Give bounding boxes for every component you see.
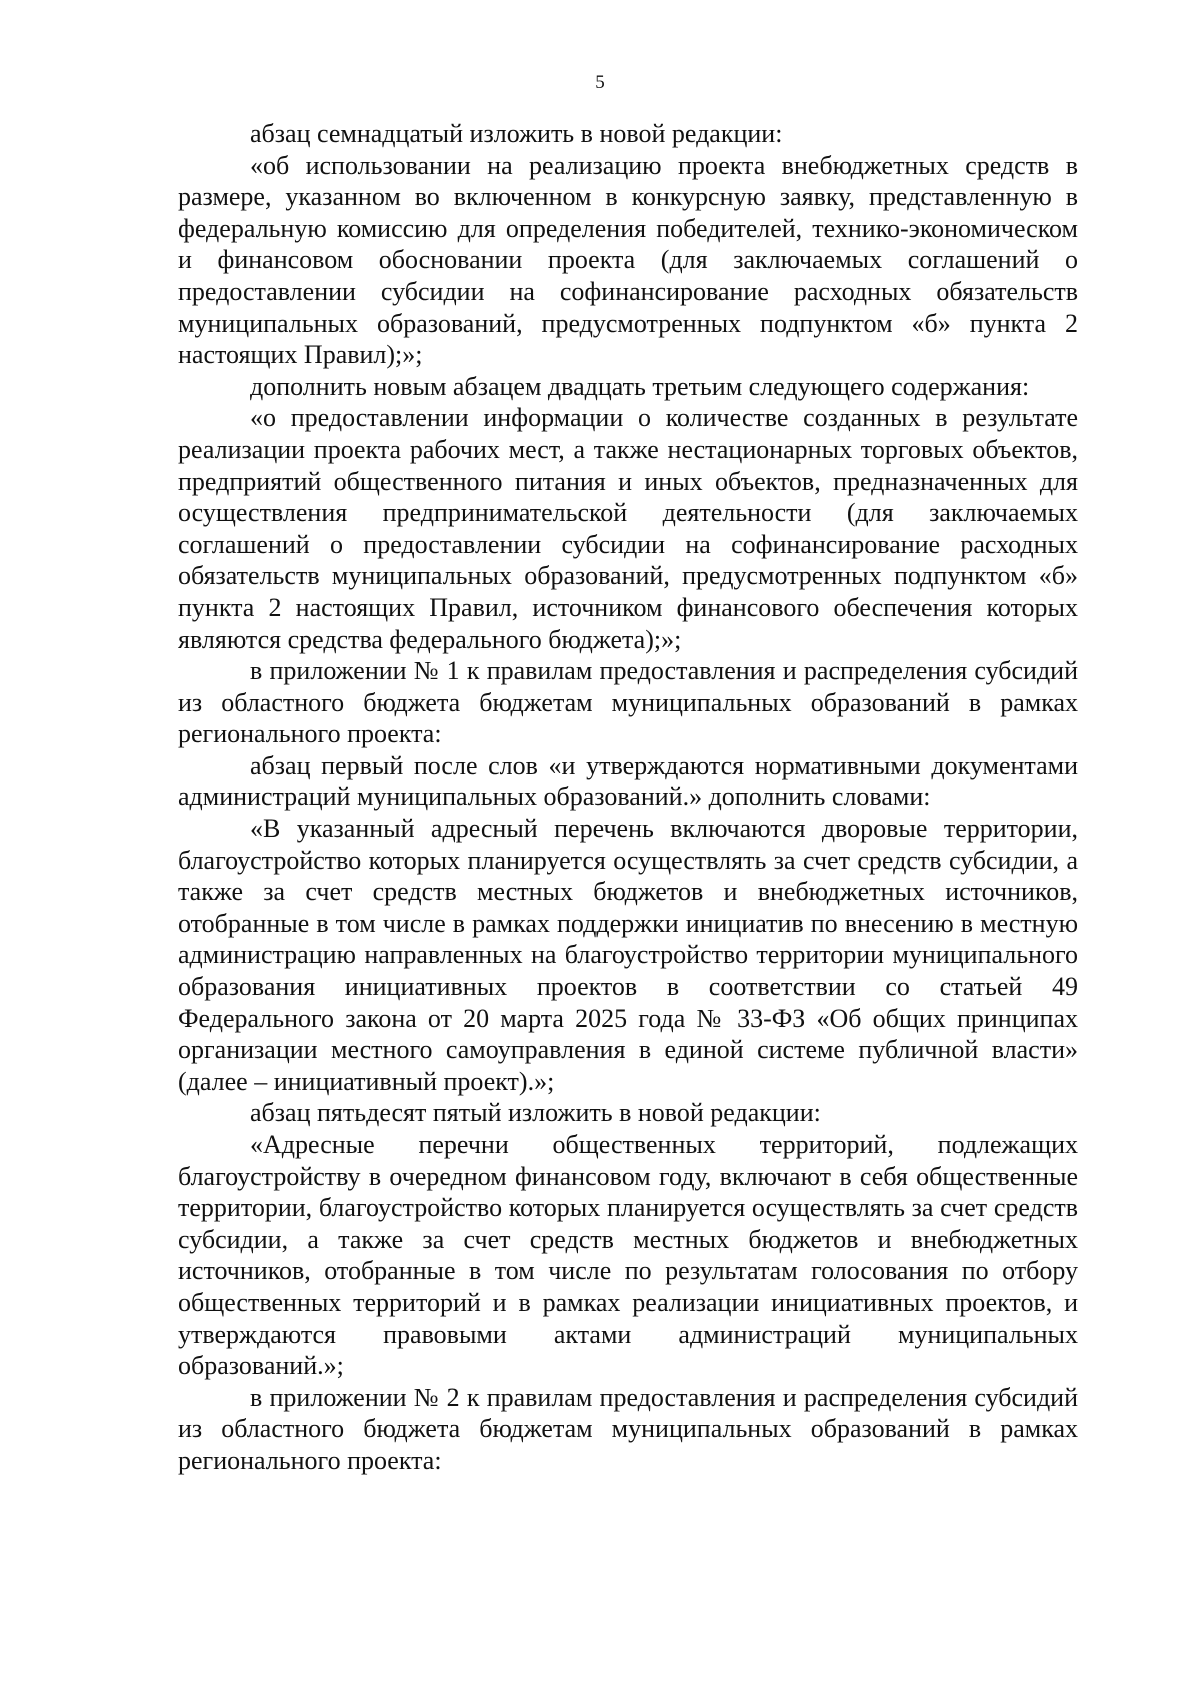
- paragraph-1: абзац семнадцатый изложить в новой редакции:: [250, 119, 783, 148]
- paragraph-10: в приложении № 2 к правилам предоставления и распределения субсидий из областного бюджета бюджетам муниципальных образований в рамках регионального проекта:: [178, 1382, 1078, 1475]
- paragraph-6: абзац первый после слов «и утверждаются нормативными документами администраций муниципальных образований.» дополнить словами:: [178, 750, 1078, 812]
- paragraph-2: «об использовании на реализацию проекта внебюджетных средств в размере, указанном во включенном в конкурсную заявку, представленную в федеральную комиссию для определения победителей, технико-экономическом и финансовом обосновании проекта (для заключаемых соглашений о предоставлении субсидии на софинансирование расходных обязательств муниципальных образований, предусмотренных подпунктом «б» пункта 2 настоящих Правил);»;: [178, 150, 1078, 370]
- paragraph-3: дополнить новым абзацем двадцать третьим следующего содержания:: [250, 371, 1030, 401]
- paragraph-5: в приложении № 1 к правилам предоставления и распределения субсидий из областного бюджета бюджетам муниципальных образований в рамках регионального проекта:: [178, 656, 1078, 749]
- paragraph-9: «Адресные перечни общественных территорий, подлежащих благоустройству в очередном финансовом году, включают в себя общественные территории, благоустройство которых планируется осуществлять за счет средств субсидии, а также за счет средств местных бюджетов и внебюджетных источников, отобранные в том числе по результатам голосования по отбору общественных территорий и в рамках реализации инициативных проектов, и утверждаются правовыми актами администраций муниципальных образований.»;: [178, 1130, 1078, 1381]
- paragraph-8: абзац пятьдесят пятый изложить в новой редакции:: [250, 1098, 821, 1128]
- document-body: [178, 118, 1078, 1477]
- paragraph-4: «о предоставлении информации о количестве созданных в результате реализации проекта рабочих мест, а также нестационарных торговых объектов, предприятий общественного питания и иных объектов, предназначенных для осуществления предпринимательской деятельности (для заключаемых соглашений о предоставлении субсидии на софинансирование расходных обязательств муниципальных образований, предусмотренных подпунктом «б» пункта 2 настоящих Правил, источником финансового обеспечения которых являются средства федерального бюджета);»;: [178, 403, 1078, 654]
- page-number: 5: [595, 72, 605, 93]
- paragraph-7: «В указанный адресный перечень включаются дворовые территории, благоустройство которых планируется осуществлять за счет средств субсидии, а также за счет средств местных бюджетов и внебюджетных источников, отобранные в том числе в рамках поддержки инициатив по внесению в местную администрацию направленных на благоустройство территории муниципального образования инициативных проектов в соответствии со статьей 49 Федерального закона от 20 марта 2025 года № 33-ФЗ «Об общих принципах организации местного самоуправления в единой системе публичной власти» (далее – инициативный проект).»;: [178, 814, 1078, 1096]
